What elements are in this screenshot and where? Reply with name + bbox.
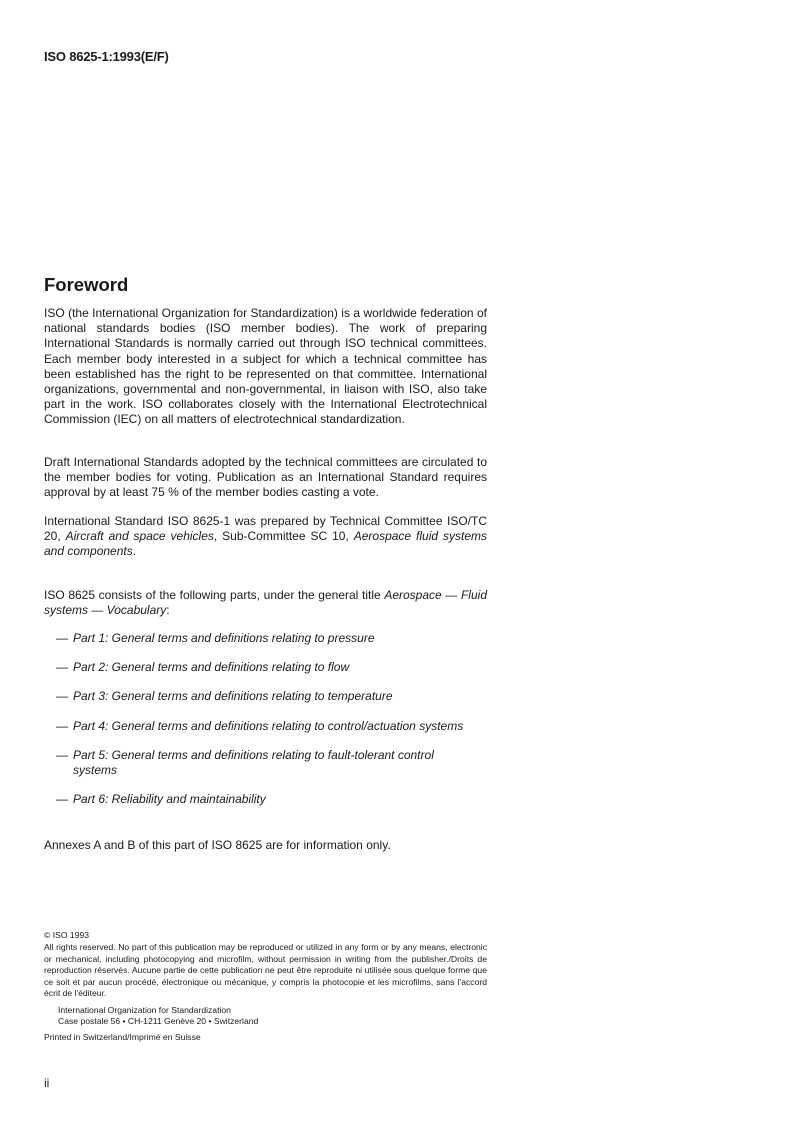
list-item-label: Part 1: General terms and definitions relating to pressure [73,631,375,645]
list-item-part-4 [56,719,496,734]
paragraph-prepared-by [44,514,487,560]
list-item-part-2 [56,660,496,675]
organization-address [58,1005,258,1028]
paragraph-voting: Draft International Standards adopted by the technical committees are circulated to the member bodies for voting. Publication as an International Standard requires approval by at least 75 % of the member bodies casting a vote. [44,455,487,500]
parts-list [56,631,496,807]
text-segment: , Sub-Committee SC 10, [213,529,354,544]
text-segment: . [132,544,137,559]
postal-address: Case postale 56 • CH-1211 Genève 20 • Switzerland [58,1016,259,1027]
subcommittee-name: Aerospace fluid systems and components [44,529,488,559]
list-item-label: Part 5: General terms and definitions relating to fault-tolerant control systems [73,747,434,778]
dash-bullet: — [56,718,68,733]
dash-bullet: — [56,747,68,762]
copyright-line: © ISO 1993 [44,930,90,940]
dash-bullet: — [56,660,68,675]
list-item-label: Part 3: General terms and definitions relating to temperature [73,689,393,704]
paragraph-annexes: Annexes A and B of this part of ISO 8625 are for information only. [44,838,391,852]
list-item-label: Part 4: General terms and definitions relating to control/actuation systems [73,718,464,733]
committee-name: Aircraft and space vehicles [65,529,214,544]
list-item-part-3 [56,689,496,704]
printed-in: Printed in Switzerland/Imprimé en Suisse [44,1032,201,1042]
copyright-text: All rights reserved. No part of this publication may be reproduced or utilized in any form or by any means, electronic or mechanical, including photocopying and microfilm, without permission in writing from the publisher./Droits de reproduction réservés. Aucune partie de cette publication ne peut être reproduite ni utilisée sous quelque forme que ce soit et par aucun procédé, électronique ou mécanique, y compris la photocopie et les microfilms, sans l'accord écrit de l'éditeur. [44,942,487,999]
document-id: ISO 8625-1:1993(E/F) [44,49,169,64]
general-title: Aerospace — Fluid systems — Vocabulary [44,588,487,618]
page-title: Foreword [44,274,129,295]
list-item-part-6 [56,792,496,807]
list-item-label: Part 2: General terms and definitions relating to flow [73,660,350,675]
dash-bullet: — [56,792,68,807]
page-number: ii [44,1076,50,1090]
text-segment: : [166,603,170,618]
text-segment: ISO 8625 consists of the following parts, under the general title [44,588,385,602]
copyright-block [44,930,487,999]
dash-bullet: — [56,631,68,645]
paragraph-parts-intro [44,588,487,618]
text-segment: International Standard ISO 8625-1 was prepared by Technical Committee ISO/TC 20, [44,514,487,544]
dash-bullet: — [56,689,68,704]
organization-name: International Organization for Standardization [58,1005,231,1015]
paragraph-iso-intro: ISO (the International Organization for Standardization) is a worldwide federation of national standards bodies (ISO member bodies). The work of preparing International Standards is normally carried out through ISO technical committees. Each member body interested in a subject for which a technical committee has been established has the right to be represented on that committee. International organizations, governmental and non-governmental, in liaison with ISO, also take part in the work. ISO collaborates closely with the International Electrotechnical Commission (IEC) on all matters of electrotechnical standardization. [44,306,487,427]
list-item-part-5 [56,748,463,778]
list-item-label: Part 6: Reliability and maintainability [73,792,266,807]
list-item-part-1 [56,631,496,646]
